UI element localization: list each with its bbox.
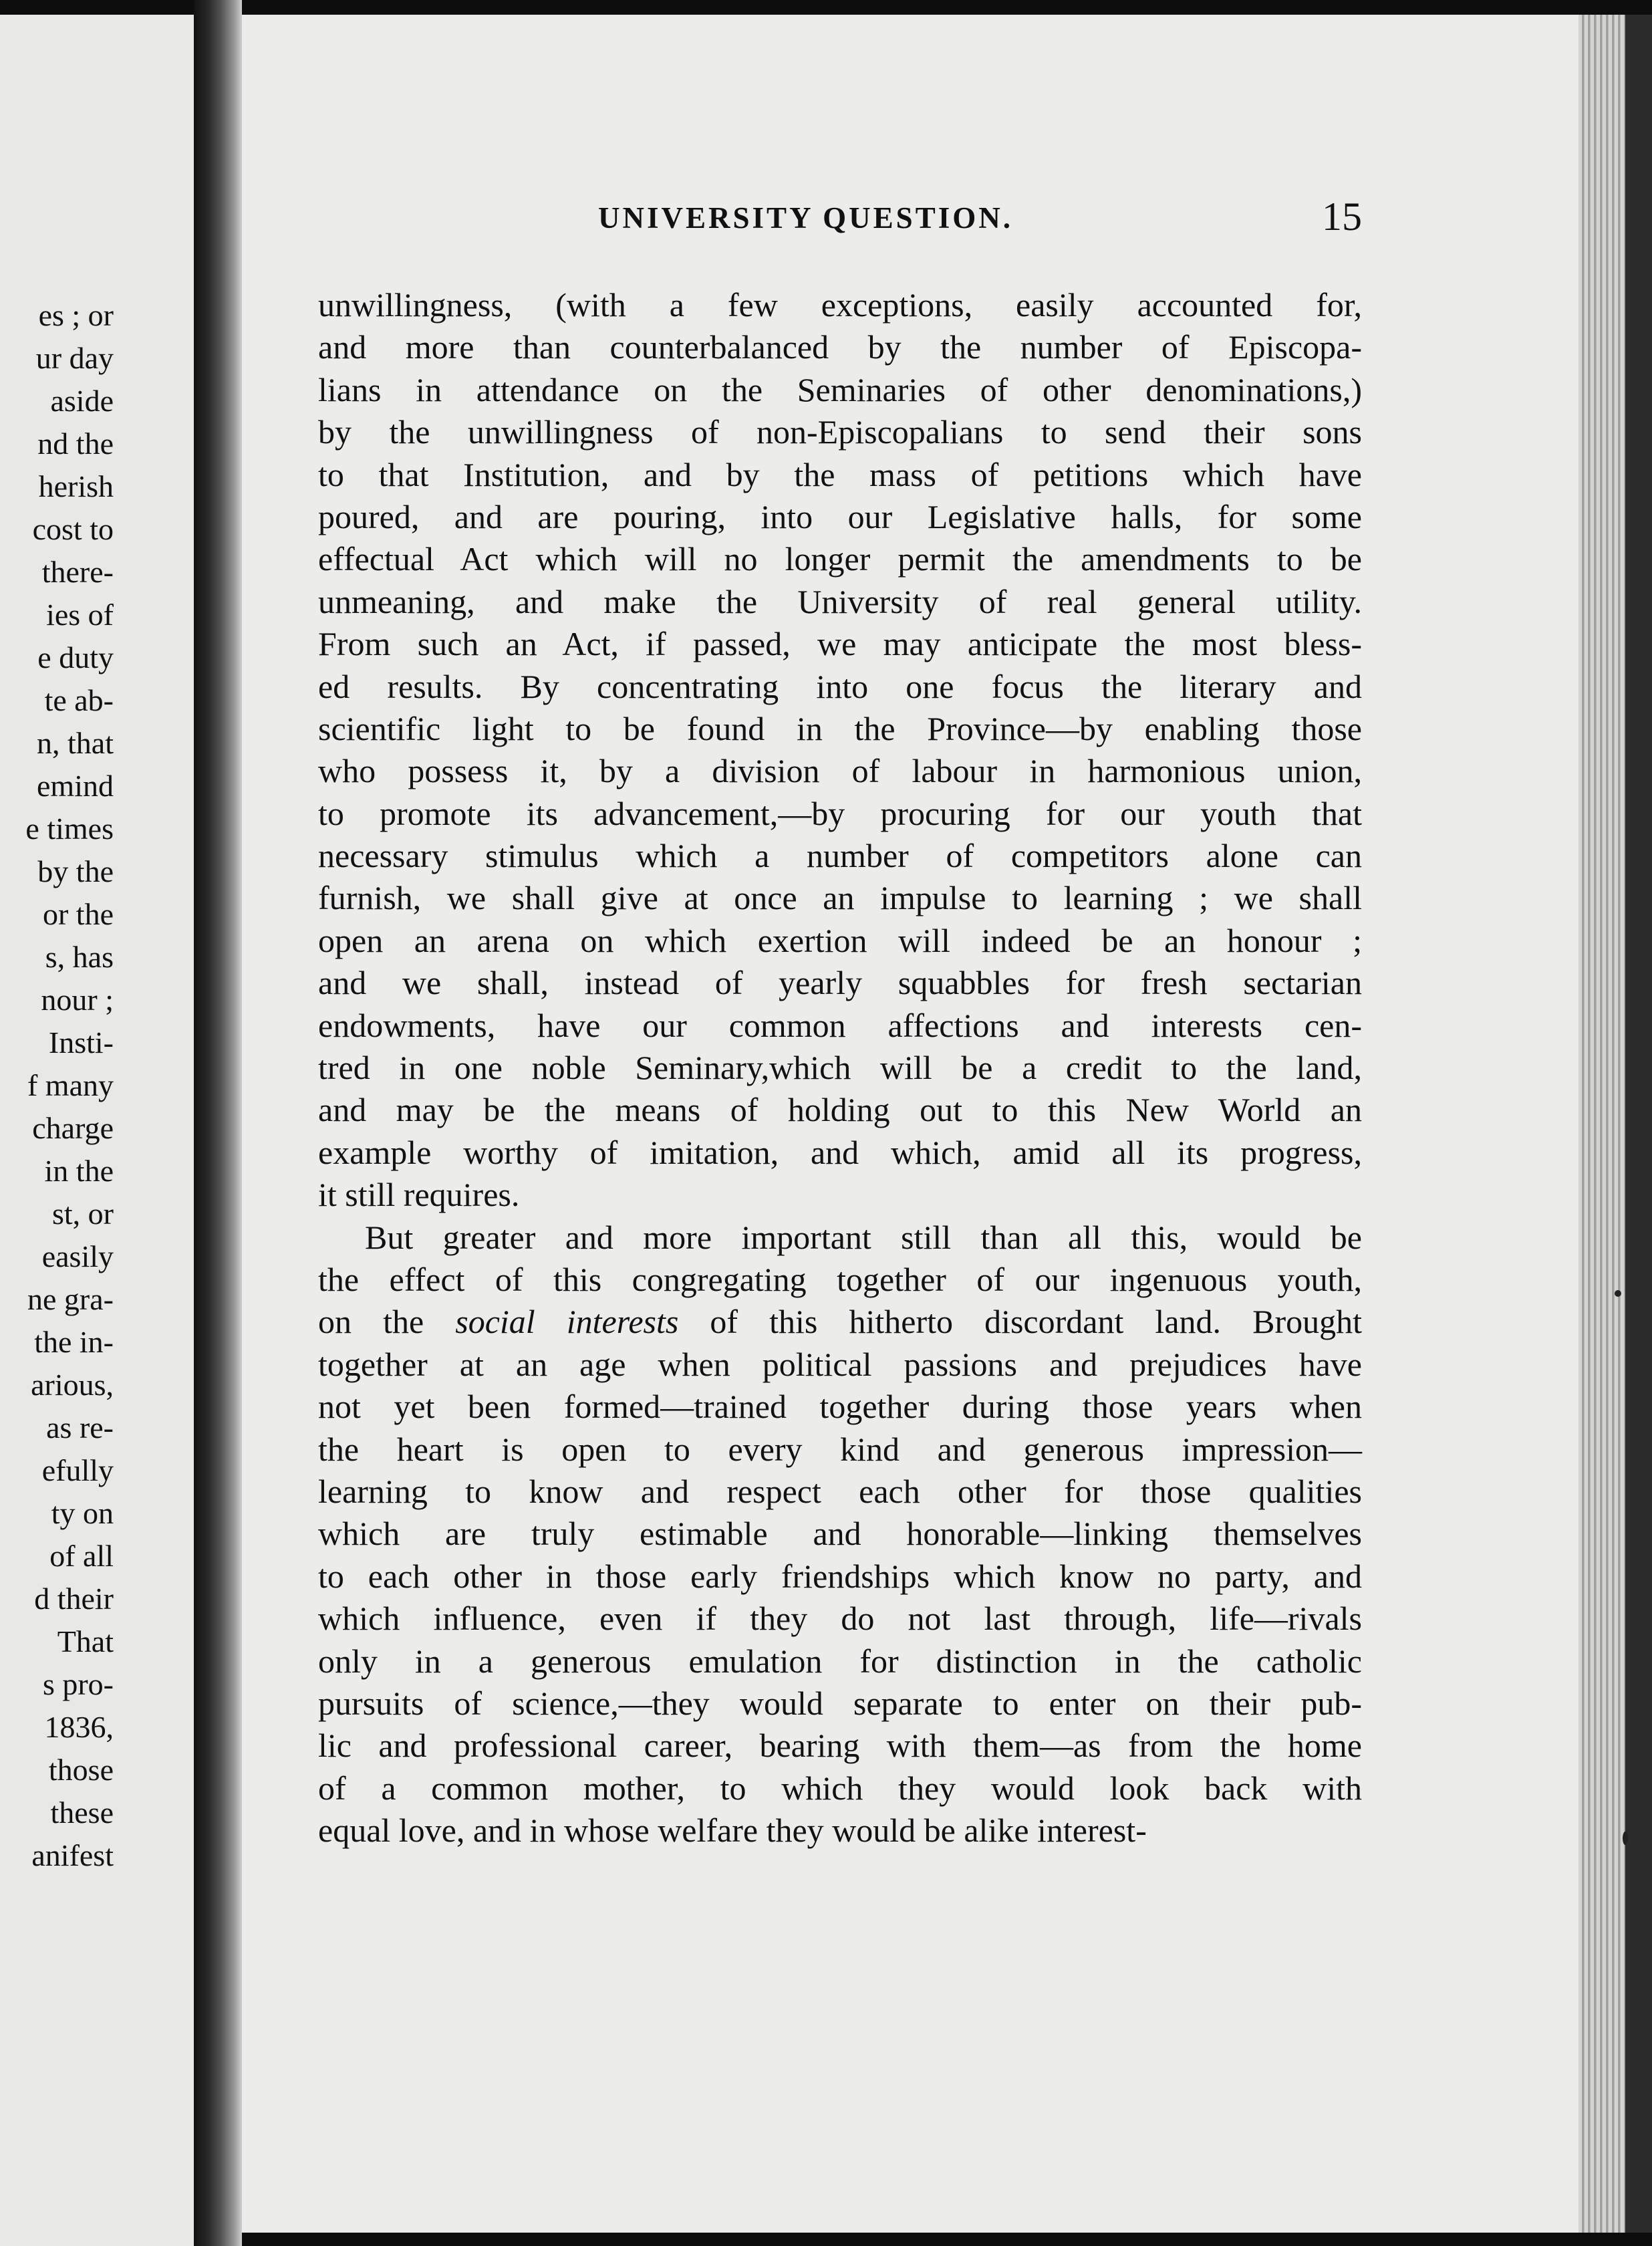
text-line — [318, 1344, 1362, 1386]
text-line — [318, 1174, 1362, 1216]
facing-page-text — [25, 294, 114, 1877]
text-segment: equal love, and in whose welfare they would be alike interest- — [318, 1812, 1147, 1850]
text-line — [318, 1217, 1362, 1259]
text-segment: and more than counterbalanced by the number of Episcopa- — [318, 328, 1362, 366]
text-line — [318, 1598, 1362, 1640]
facing-page-line: te ab- — [44, 683, 114, 717]
text-line — [318, 623, 1362, 665]
text-segment: endowments, have our common affections and interests cen- — [318, 1006, 1362, 1044]
text-line — [318, 1386, 1362, 1428]
facing-page-line: or the — [42, 897, 114, 931]
facing-page-line: 1836, — [44, 1710, 114, 1744]
text-line — [318, 581, 1362, 623]
text-line — [318, 1428, 1362, 1471]
text-segment: to each other in those early friendships which know no party, and — [318, 1557, 1362, 1595]
text-segment: to promote its advancement,—by procuring for our youth that — [318, 794, 1362, 832]
facing-page-line: s, has — [45, 940, 114, 974]
facing-page-line: e duty — [37, 640, 114, 674]
text-line — [318, 1089, 1362, 1131]
text-line — [318, 454, 1362, 496]
facing-page-line: there- — [41, 555, 114, 589]
facing-page-line: That — [57, 1624, 114, 1658]
text-segment: poured, and are pouring, into our Legislative halls, for some — [318, 497, 1362, 535]
text-segment: the effect of this congregating together of our ingenuous youth, — [318, 1260, 1362, 1298]
text-segment: From such an Act, if passed, we may anticipate the most bless- — [318, 625, 1362, 663]
facing-page-line: aside — [50, 384, 114, 418]
facing-page-line: as re- — [46, 1410, 114, 1445]
text-segment: not yet been formed—trained together during those years when — [318, 1388, 1362, 1426]
text-line — [318, 920, 1362, 962]
paragraph — [318, 1217, 1362, 1852]
running-head: UNIVERSITY QUESTION. — [598, 201, 1013, 235]
ink-speck — [1623, 1832, 1628, 1845]
facing-page-line: emind — [37, 769, 114, 803]
facing-page-line: herish — [38, 469, 114, 503]
facing-page-line: the in- — [34, 1325, 114, 1359]
facing-page-line: ty on — [51, 1496, 114, 1530]
text-line — [318, 369, 1362, 411]
text-line — [318, 1471, 1362, 1513]
text-segment: and we shall, instead of yearly squabbles for fresh sectarian — [318, 964, 1362, 1002]
text-segment: lians in attendance on the Seminaries of other denominations,) — [318, 370, 1362, 408]
text-segment: of a common mother, to which they would look back with — [318, 1769, 1362, 1807]
paragraph — [318, 284, 1362, 1217]
text-line — [318, 1005, 1362, 1047]
text-line — [318, 326, 1362, 368]
text-segment: of this hitherto discordant land. Brought — [678, 1303, 1362, 1341]
text-line — [318, 750, 1362, 792]
book-gutter — [194, 0, 242, 2246]
text-segment: and may be the means of holding out to this New World an — [318, 1091, 1362, 1129]
text-segment: only in a generous emulation for distinction in the catholic — [318, 1642, 1362, 1680]
text-segment: tred in one noble Seminary,which will be a credit to the land, — [318, 1049, 1362, 1087]
text-line — [318, 1301, 1362, 1343]
text-line — [318, 1640, 1362, 1682]
italic-phrase: social interests — [455, 1303, 679, 1341]
facing-page-line: s pro- — [42, 1667, 114, 1701]
text-line — [318, 1047, 1362, 1089]
text-segment: unwillingness, (with a few exceptions, easily accounted for, — [318, 286, 1362, 324]
text-line — [318, 496, 1362, 538]
facing-page-line: ur day — [35, 341, 114, 375]
text-segment: effectual Act which will no longer permit the amendments to be — [318, 540, 1362, 578]
facing-page-line: of all — [49, 1539, 114, 1573]
text-segment: pursuits of science,—they would separate to enter on their pub- — [318, 1684, 1362, 1722]
facing-page-line: nd the — [37, 426, 114, 461]
facing-page-line: f many — [27, 1068, 114, 1102]
text-segment: unmeaning, and make the University of real general utility. — [318, 582, 1362, 620]
facing-page — [0, 15, 194, 2246]
facing-page-line: easily — [41, 1239, 114, 1273]
text-segment: which are truly estimable and honorable—linking themselves — [318, 1515, 1362, 1553]
facing-page-line: ne gra- — [27, 1282, 114, 1316]
text-line — [318, 666, 1362, 708]
text-line — [318, 962, 1362, 1004]
text-segment: by the unwillingness of non-Episcopalians to send their sons — [318, 413, 1362, 451]
body-text — [318, 284, 1362, 1852]
facing-page-line: charge — [32, 1111, 114, 1145]
facing-page-line: st, or — [52, 1197, 114, 1231]
facing-page-line: those — [48, 1753, 114, 1787]
facing-page-line: d their — [34, 1582, 114, 1616]
text-line — [318, 1810, 1362, 1852]
text-line — [318, 793, 1362, 835]
text-line — [318, 1259, 1362, 1301]
facing-page-line: nour ; — [41, 983, 114, 1017]
text-line — [318, 835, 1362, 877]
text-line — [318, 1555, 1362, 1598]
text-segment: But greater and more important still than all this, would be — [365, 1218, 1362, 1256]
text-line — [318, 708, 1362, 750]
facing-page-line: cost to — [32, 512, 114, 546]
facing-page-line: es ; or — [38, 298, 114, 332]
text-segment: together at an age when political passions and prejudices have — [318, 1345, 1362, 1383]
facing-page-line: efully — [41, 1453, 114, 1487]
facing-page-line: these — [50, 1795, 114, 1830]
text-segment: necessary stimulus which a number of competitors alone can — [318, 837, 1362, 875]
text-line — [318, 411, 1362, 453]
page-number: 15 — [1322, 195, 1362, 239]
text-line — [318, 1767, 1362, 1810]
text-line — [318, 284, 1362, 326]
text-line — [318, 877, 1362, 919]
facing-page-line: e times — [25, 812, 114, 846]
text-segment: which influence, even if they do not last through, life—rivals — [318, 1600, 1362, 1638]
text-segment: open an arena on which exertion will indeed be an honour ; — [318, 921, 1362, 959]
facing-page-line: anifest — [31, 1838, 114, 1872]
text-segment: who possess it, by a division of labour in harmonious union, — [318, 752, 1362, 790]
facing-page-line: ies of — [46, 598, 114, 632]
text-segment: learning to know and respect each other for those qualities — [318, 1472, 1362, 1510]
facing-page-line: Insti- — [48, 1025, 114, 1059]
text-segment: ed results. By concentrating into one focus the literary and — [318, 667, 1362, 705]
text-segment: scientific light to be found in the Province—by enabling those — [318, 709, 1362, 747]
page-edges — [1578, 15, 1652, 2233]
facing-page-line: arious, — [31, 1368, 114, 1402]
text-segment: the heart is open to every kind and generous impression— — [318, 1430, 1362, 1468]
text-segment: furnish, we shall give at once an impulse to learning ; we shall — [318, 879, 1362, 917]
text-line — [318, 538, 1362, 580]
facing-page-line: n, that — [37, 726, 114, 760]
text-segment: example worthy of imitation, and which, amid all its progress, — [318, 1133, 1362, 1171]
text-segment: on the — [318, 1303, 456, 1341]
text-segment: it still requires. — [318, 1176, 520, 1214]
text-line — [318, 1513, 1362, 1555]
text-segment: to that Institution, and by the mass of petitions which have — [318, 455, 1362, 493]
facing-page-line: by the — [37, 854, 114, 888]
text-line — [318, 1132, 1362, 1174]
text-line — [318, 1682, 1362, 1725]
text-line — [318, 1725, 1362, 1767]
text-segment: lic and professional career, bearing with them—as from the home — [318, 1727, 1362, 1765]
ink-speck — [1615, 1290, 1621, 1297]
facing-page-line: in the — [44, 1154, 114, 1188]
